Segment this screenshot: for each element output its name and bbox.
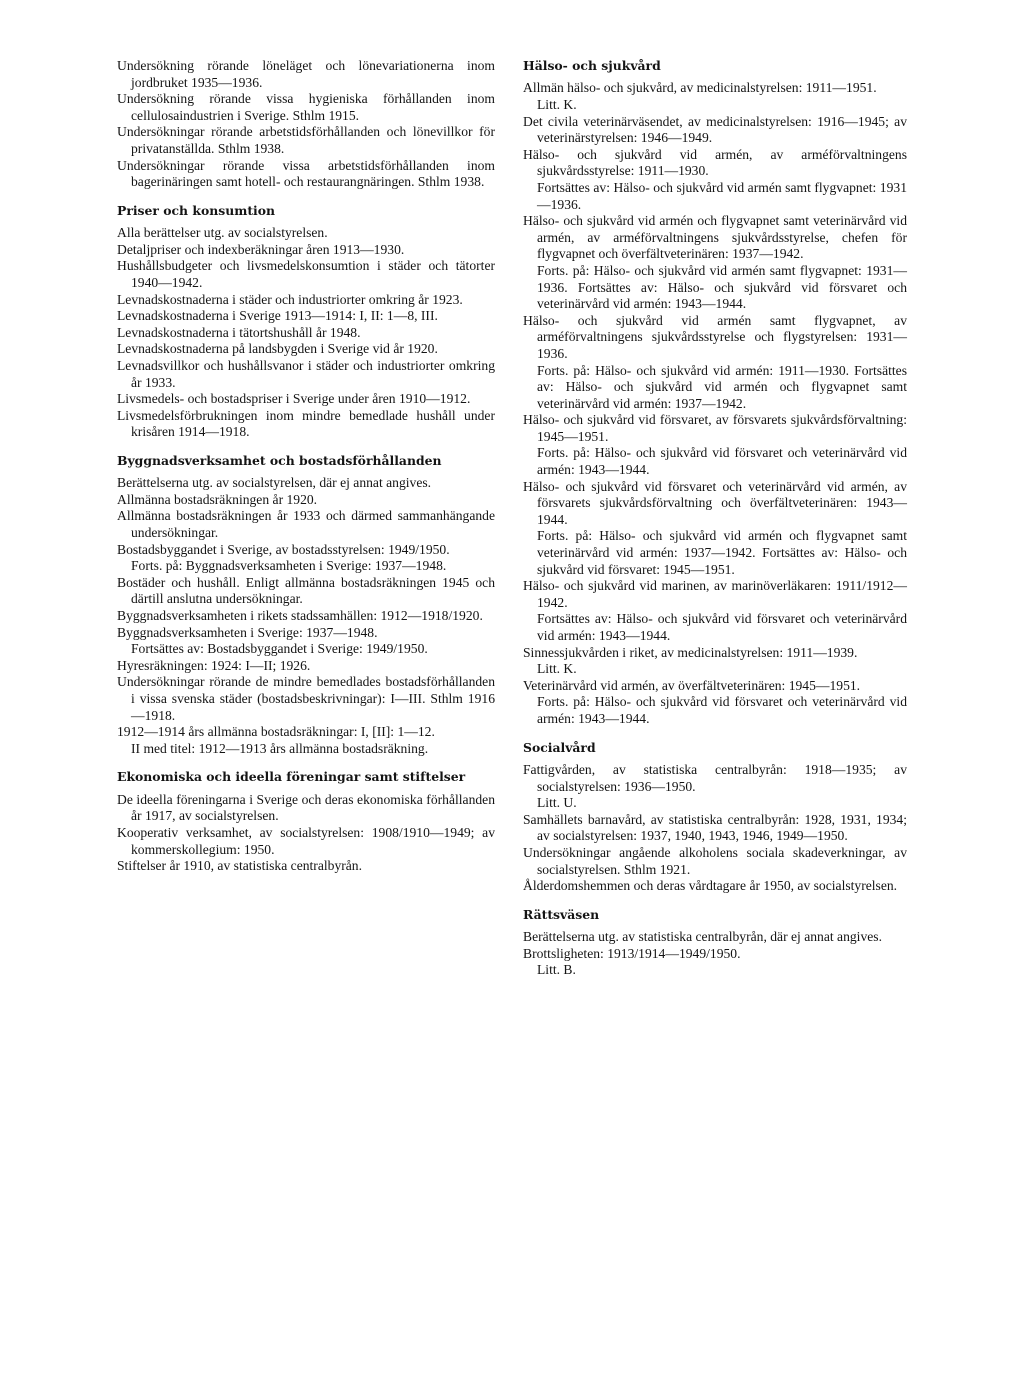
list-item: Stiftelser år 1910, av statistiska centralbyrån. <box>117 858 362 874</box>
right-column <box>523 58 907 979</box>
list-item: Ålderdomshemmen och deras vårdtagare år 1950, av socialstyrelsen. <box>523 878 898 894</box>
list-item-note: Litt. B. <box>537 962 576 978</box>
section-heading-priser: Priser och konsumtion <box>117 202 276 218</box>
list-item: Detaljpriser och indexberäkningar åren 1913—1930. <box>117 241 405 257</box>
list-item-note: Forts. på: Byggnadsverksamheten i Sverige: 1937—1948. <box>131 558 447 574</box>
list-item: Levnadskostnaderna i Sverige 1913—1914: I, II: 1—8, III. <box>117 308 438 324</box>
list-item-note: II med titel: 1912—1913 års allmänna bostadsräkning. <box>131 740 429 756</box>
list-item: Byggnadsverksamheten i rikets stadssamhällen: 1912—1918/1920. <box>117 608 483 624</box>
list-item: Hyresräkningen: 1924: I—II; 1926. <box>117 657 311 673</box>
list-item: Berättelserna utg. av socialstyrelsen, där ej annat angives. <box>117 475 432 491</box>
list-item: Livsmedelsförbrukningen inom mindre bemedlade hushåll under krisåren 1914—1918. <box>117 407 495 440</box>
list-item: Levnadskostnaderna på landsbygden i Sverige vid år 1920. <box>117 341 438 357</box>
list-item: Allmänna bostadsräkningen år 1933 och därmed sammanhängande undersökningar. <box>117 508 495 541</box>
list-item: Undersökning rörande vissa hygieniska förhållanden inom cellulosaindustrien i Sverige. Sthlm 1915. <box>117 91 495 123</box>
list-item: Hälso- och sjukvård vid armén samt flygvapnet, av arméförvaltningens sjukvårdsstyrelse och flygstyrelsen: 1931—1936. <box>523 312 907 361</box>
list-item: Hälso- och sjukvård vid försvaret och veterinärvård vid armén, av försvarets sjukvårdsförvaltning och överfältveterinären: 1943—1944. <box>523 478 907 527</box>
list-item: Livsmedels- och bostadspriser i Sverige under åren 1910—1912. <box>117 391 471 407</box>
section-heading-ekonomiska: Ekonomiska och ideella föreningar samt stiftelser <box>117 769 466 785</box>
list-item-note: Litt. U. <box>537 795 577 811</box>
list-item-note: Forts. på: Hälso- och sjukvård vid försvaret och veterinärvård vid armén: 1943—1944. <box>537 694 907 726</box>
section-heading-socialvard: Socialvård <box>523 739 596 755</box>
list-item: Allmänna bostadsräkningen år 1920. <box>117 491 318 507</box>
list-item: Levnadskostnaderna i städer och industriorter omkring år 1923. <box>117 291 463 307</box>
list-item: Hälso- och sjukvård vid marinen, av marinöverläkaren: 1911/1912—1942. <box>523 578 907 610</box>
list-item: Undersökning rörande löneläget och lönevariationerna inom jordbruket 1935—1936. <box>117 58 495 90</box>
list-item: Hälso- och sjukvård vid armén, av arméförvaltningens sjukvårdsstyrelse: 1911—1930. <box>523 146 907 179</box>
list-item: Berättelserna utg. av statistiska centralbyrån, där ej annat angives. <box>523 929 882 945</box>
list-item: Bostadsbyggandet i Sverige, av bostadsstyrelsen: 1949/1950. <box>117 541 450 557</box>
list-item-note: Litt. K. <box>537 97 577 112</box>
list-item-note: Forts. på: Hälso- och sjukvård vid armén: 1911—1930. Fortsättes av: Hälso- och sjukvård vid armén och flygvapnet samt veterinärvård vid armén: 1937—1942. <box>537 362 907 411</box>
list-item: Levnadskostnaderna i tätortshushåll år 1948. <box>117 324 361 340</box>
list-item: Kooperativ verksamhet, av socialstyrelsen: 1908/1910—1949; av kommerskollegium: 1950. <box>117 824 495 857</box>
list-item: Byggnadsverksamheten i Sverige: 1937—1948. <box>117 624 378 640</box>
list-item: 1912—1914 års allmänna bostadsräkningar: I, [II]: 1—12. <box>117 724 435 740</box>
list-item: Hälso- och sjukvård vid försvaret, av försvarets sjukvårdsförvaltning: 1945—1951. <box>523 412 907 444</box>
list-item: Hälso- och sjukvård vid armén och flygvapnet samt veterinärvård vid armén, av arméförvaltningens sjukvårdsstyrelse, chefen för flygvapnet och överfältveterinären: 1937—1942. <box>523 213 907 262</box>
list-item: Undersökningar rörande de mindre bemedlades bostadsförhållanden i vissa svenska städer (bostadsbeskrivningar): I—III. Sthlm 1916—1918. <box>117 674 495 723</box>
list-item: Alla berättelser utg. av socialstyrelsen. <box>117 225 328 241</box>
list-item: Samhällets barnavård, av statistiska centralbyrån: 1928, 1931, 1934; av socialstyrelsen: 1937, 1940, 1943, 1946, 1949—1950. <box>523 811 907 844</box>
list-item: Bostäder och hushåll. Enligt allmänna bostadsräkningen 1945 och därtill anslutna undersökningar. <box>117 574 495 607</box>
list-item-note: Fortsättes av: Hälso- och sjukvård vid armén samt flygvapnet: 1931—1936. <box>537 179 907 212</box>
list-item-note: Litt. K. <box>537 661 577 677</box>
list-item: Undersökningar rörande vissa arbetstidsförhållanden inom bagerinäringen samt hotell- och restaurangnäringen. Sthlm 1938. <box>117 157 495 190</box>
list-item-note: Fortsättes av: Bostadsbyggandet i Sverige: 1949/1950. <box>131 641 428 657</box>
list-item: Undersökningar angående alkoholens sociala skadeverkningar, av socialstyrelsen. Sthlm 1921. <box>523 844 907 877</box>
list-item: Allmän hälso- och sjukvård, av medicinalstyrelsen: 1911—1951. <box>523 80 877 96</box>
list-item: Hushållsbudgeter och livsmedelskonsumtion i städer och tätorter 1940—1942. <box>117 258 495 290</box>
list-item-note: Forts. på: Hälso- och sjukvård vid armén samt flygvapnet: 1931—1936. Fortsättes av: Hälso- och sjukvård vid försvaret och veterinärvård vid armén: 1943—1944. <box>537 262 907 312</box>
list-item: Det civila veterinärväsendet, av medicinalstyrelsen: 1916—1945; av veterinärstyrelsen: 1946—1949. <box>523 113 907 146</box>
list-item: Brottsligheten: 1913/1914—1949/1950. <box>523 945 741 961</box>
left-column <box>117 58 495 875</box>
list-item: Undersökningar rörande arbetstidsförhållanden och lönevillkor för privatanställda. Sthlm 1938. <box>117 124 495 156</box>
list-item: De ideella föreningarna i Sverige och deras ekonomiska förhållanden år 1917, av socialstyrelsen. <box>117 791 495 824</box>
section-heading-rattsvasen: Rättsväsen <box>523 906 600 922</box>
list-item-note: Forts. på: Hälso- och sjukvård vid försvaret och veterinärvård vid armén: 1943—1944. <box>537 445 907 478</box>
list-item: Levnadsvillkor och hushållsvanor i städer och industriorter omkring år 1933. <box>117 357 495 390</box>
list-item-note: Forts. på: Hälso- och sjukvård vid armén och flygvapnet samt veterinärvård vid armén: 1937—1942. Fortsättes av: Hälso- och sjukvård vid försvaret: 1945—1951. <box>537 528 907 577</box>
list-item: Veterinärvård vid armén, av överfältveterinären: 1945—1951. <box>523 677 861 693</box>
section-heading-halso: Hälso- och sjukvård <box>523 58 661 73</box>
list-item: Sinnessjukvården i riket, av medicinalstyrelsen: 1911—1939. <box>523 644 858 660</box>
list-item: Fattigvården, av statistiska centralbyrån: 1918—1935; av socialstyrelsen: 1936—1950. <box>523 761 907 794</box>
list-item-note: Fortsättes av: Hälso- och sjukvård vid försvaret och veterinärvård vid armén: 1943—1944. <box>537 611 907 643</box>
section-heading-byggnad: Byggnadsverksamhet och bostadsförhållanden <box>117 452 442 468</box>
